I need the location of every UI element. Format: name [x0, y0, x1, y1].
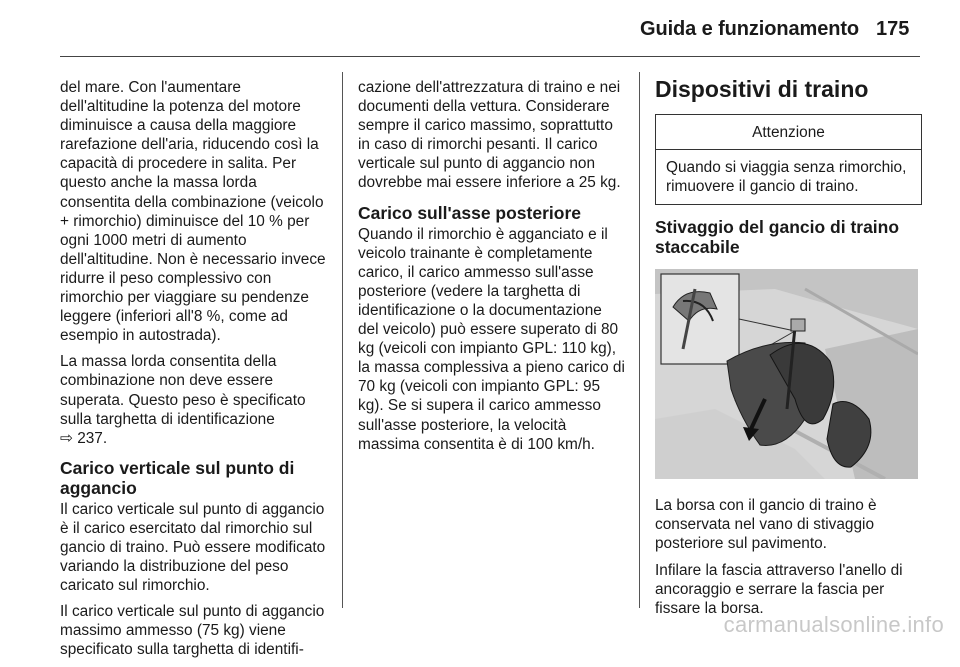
paragraph: Il carico verticale sul punto di aggancio è il carico esercitato dal rimorchio sul gancio di traino. Può essere modificato variando la distribuzione del peso caricato sul rimorchio.: [60, 500, 326, 595]
arrow-icon: ⇨: [60, 429, 73, 447]
header-divider: [60, 56, 920, 57]
text-column-2: [358, 78, 626, 461]
paragraph: cazione dell'attrezzatura di traino e nei documenti della vettura. Considerare sempre il carico massimo, soprattutto in caso di rimorchi pesanti. Il carico verticale sul punto di aggancio non dovrebbe mai essere inferiore a 25 kg.: [358, 79, 621, 192]
section-heading: Carico sull'asse posteriore: [358, 202, 582, 223]
page-number: 175: [876, 18, 910, 40]
section-heading: Carico verticale sul punto di aggancio: [60, 457, 295, 498]
punctuation: .: [102, 429, 108, 447]
warning-title: Attenzione: [656, 115, 921, 150]
running-header-title: Guida e funzionamento: [640, 18, 860, 40]
paragraph: La borsa con il gancio di traino è conservata nel vano di stivaggio posteriore sul pavimento.: [655, 497, 877, 553]
column-divider: [639, 72, 640, 608]
tow-hook-stowage-illustration: [655, 269, 918, 479]
paragraph: del mare. Con l'aumentare dell'altitudine la potenza del motore diminuisce a causa della maggiore rarefazione dell'aria, riducendo così la capacità di procedere in salita. Per questo anche la massa lorda consentita della combinazione (veicolo + rimorchio) diminuisce del 10 % per ogni 1000 metri di aumento dell'altitudine. Non è necessario invece ridurre il peso complessivo con rimorchio per viaggiare su pendenze leggere (inferiori all'8 %, come ad esempio in autostrada).: [60, 79, 326, 345]
paragraph: Quando il rimorchio è agganciato e il veicolo trainante è completamente carico, il carico ammesso sull'asse posteriore (vedere la targhetta di identificazione o la documentazione del veicolo) può essere superato di 80 kg (veicoli con impianto GPL: 110 kg), la massa complessiva a pieno carico di 70 kg (veicoli con impianto GPL: 95 kg). Se si supera il carico ammesso sull'asse posteriore, la velocità massima consentita è di 100 km/h.: [358, 225, 625, 453]
watermark: carmanualsonline.info: [723, 612, 944, 637]
paragraph-text: La massa lorda consentita della combinazione non deve essere superata. Questo peso è specificato sulla targhetta di identificazione: [60, 353, 306, 428]
page-reference-link[interactable]: [60, 430, 103, 447]
page-reference-number: 237: [77, 429, 103, 447]
column-divider: [342, 72, 343, 608]
paragraph: Infilare la fascia attraverso l'anello di ancoraggio e serrare la fascia per fissare la borsa.: [655, 561, 903, 617]
text-column-1: [60, 78, 326, 667]
paragraph: Il carico verticale sul punto di aggancio massimo ammesso (75 kg) viene specificato sulla targhetta di identifi-: [60, 603, 325, 659]
paragraph: [60, 352, 326, 447]
chapter-heading: Dispositivi di traino: [655, 76, 869, 102]
warning-box: [655, 114, 922, 205]
warning-text: Quando si viaggia senza rimorchio, rimuovere il gancio di traino.: [666, 159, 907, 196]
text-column-3: [655, 76, 922, 625]
subsection-heading: Stivaggio del gancio di traino staccabile: [655, 217, 900, 258]
